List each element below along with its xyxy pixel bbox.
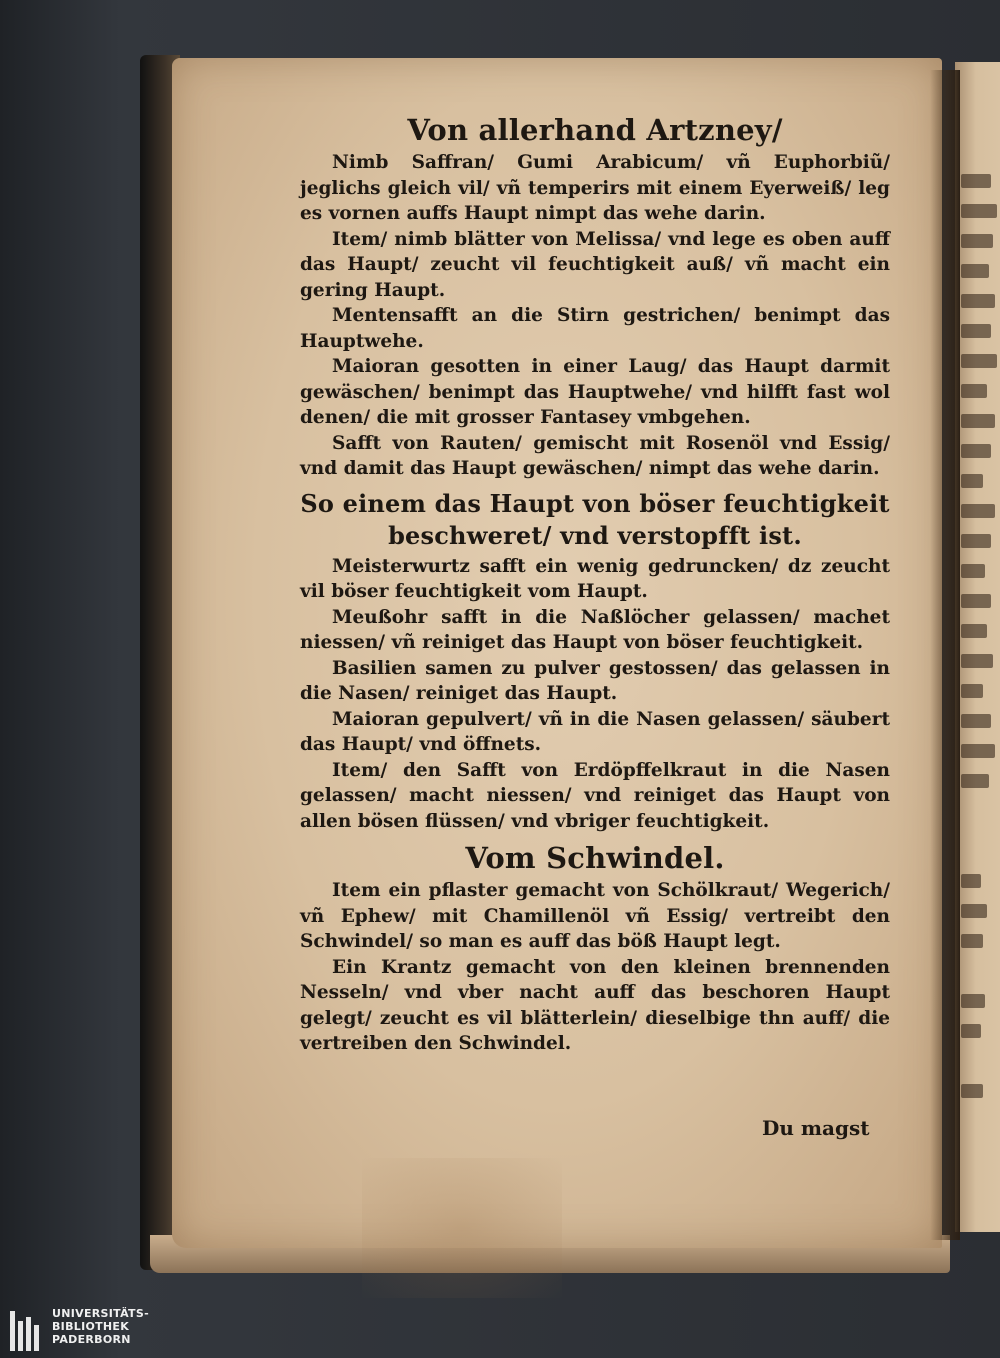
- facing-page: [955, 62, 1000, 1232]
- paragraph: Maioran gepulvert/ vñ in die Nasen gelassen/ säubert das Haupt/ vnd öffnets.: [300, 708, 890, 755]
- section-heading: Von allerhand Artzney/: [407, 113, 783, 147]
- paragraph: Item ein pflaster gemacht von Schölkraut/ Wegerich/ vñ Ephew/ mit Chamillenöl vñ Essig/ vertreibt den Schwindel/ so man es auff das böß Haupt legt.: [300, 880, 890, 952]
- page-text: [300, 110, 890, 1057]
- paragraph: Nimb Saffran/ Gumi Arabicum/ vñ Euphorbiũ/ jeglichs gleich vil/ vñ temperirs mit einem Eyerweiß/ leg es vornen auffs Haupt nimpt das wehe darin.: [300, 152, 890, 224]
- library-name-line: BIBLIOTHEK: [52, 1320, 130, 1333]
- paragraph: Ein Krantz gemacht von den kleinen brennenden Nesseln/ vnd vber nacht auff das beschoren Haupt gelegt/ zeucht es vil blätterlein/ dieselbige thn auff/ die vertreiben den Schwindel.: [300, 956, 890, 1054]
- paragraph: Item/ den Safft von Erdöpffelkraut in die Nasen gelassen/ macht niessen/ vnd reiniget das Haupt von allen bösen flüssen/ vnd vbriger feuchtigkeit.: [300, 759, 890, 832]
- paragraph: Basilien samen zu pulver gestossen/ das gelassen in die Nasen/ reiniget das Haupt.: [300, 657, 890, 704]
- paragraph: Item/ nimb blätter von Melissa/ vnd lege es oben auff das Haupt/ zeucht vil feuchtigkeit auß/ vñ macht ein gering Haupt.: [300, 228, 890, 301]
- catchword: Du magst: [762, 1116, 870, 1140]
- library-logo-icon: [10, 1311, 46, 1351]
- paragraph: Mentensafft an die Stirn gestrichen/ benimpt das Hauptwehe.: [300, 305, 890, 352]
- section-heading: So einem das Haupt von böser feuchtigkeit beschweret/ vnd verstopfft ist.: [300, 488, 890, 550]
- library-logo: [10, 1307, 170, 1351]
- section-heading: Vom Schwindel.: [465, 841, 725, 875]
- paragraph: Meußohr safft in die Naßlöcher gelassen/ machet niessen/ vñ reiniget das Haupt von böser feuchtigkeit.: [300, 606, 890, 653]
- paragraph: Meisterwurtz safft ein wenig gedruncken/ dz zeucht vil böser feuchtigkeit vom Haupt.: [300, 555, 890, 602]
- library-logo-text: [52, 1307, 149, 1346]
- paragraph: Safft von Rauten/ gemischt mit Rosenöl vnd Essig/ vnd damit das Haupt gewäschen/ nimpt das wehe darin.: [300, 432, 890, 479]
- page-gutter: [930, 70, 960, 1240]
- paragraph: Maioran gesotten in einer Laug/ das Haupt darmit gewäschen/ benimpt das Hauptwehe/ vnd hilfft fast wol denen/ die mit grosser Fantasey vmbgehen.: [300, 356, 890, 428]
- library-name-line: UNIVERSITÄTS-: [52, 1307, 149, 1320]
- library-name-line: PADERBORN: [52, 1333, 131, 1346]
- page-stain: [362, 1158, 562, 1298]
